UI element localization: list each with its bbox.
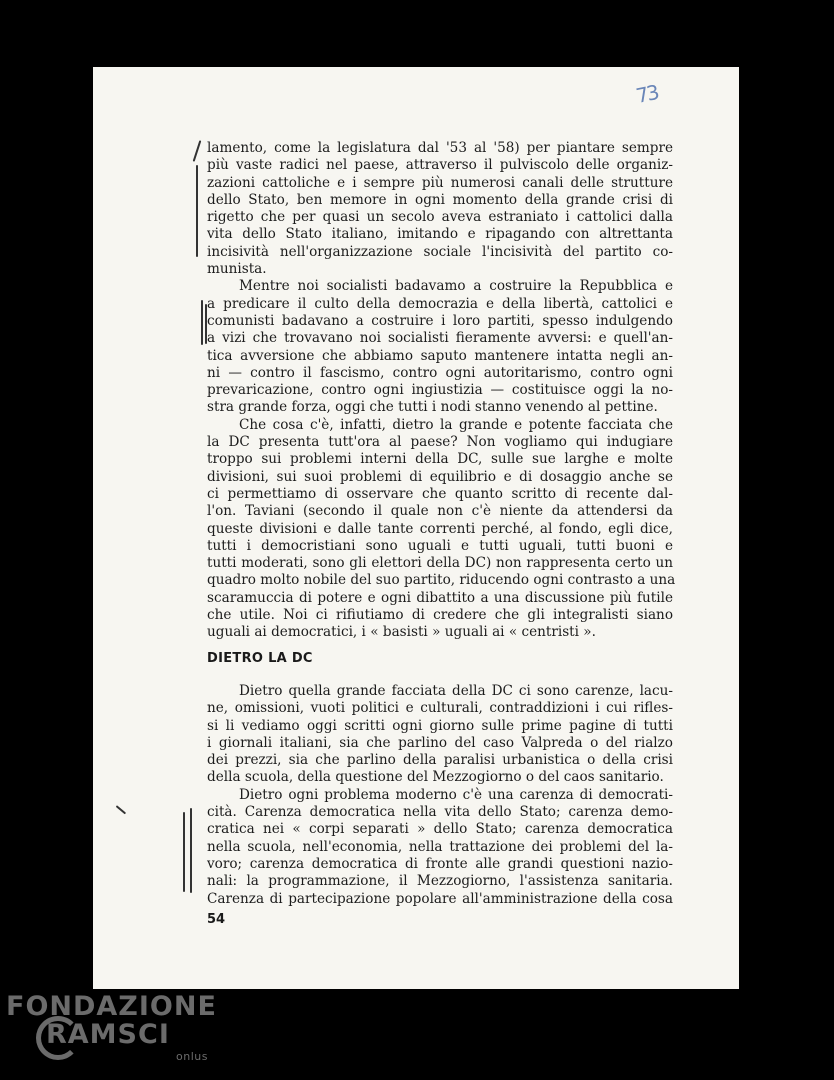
text-line: queste divisioni e dalle tante correnti perché, al fondo, egli dice, <box>207 520 673 537</box>
text-line: si li vediamo oggi scritti ogni giorno sulle prime pagine di tutti <box>207 717 673 734</box>
text-line: ni — contro il fascismo, contro ogni autoritarismo, contro ogni <box>207 364 673 381</box>
section-heading: DIETRO LA DC <box>207 651 313 666</box>
logo-text-line1: FONDAZIONE <box>6 991 217 1022</box>
text-line: stra grande forza, oggi che tutti i nodi stanno venendo al pettine. <box>207 399 658 416</box>
text-line: che utile. Noi ci rifiutiamo di credere che gli integralisti siano <box>207 607 673 624</box>
text-line: comunisti badavano a costruire i loro partiti, spesso indulgendo <box>207 312 673 329</box>
text-line: ne, omissioni, vuoti politici e culturali, contraddizioni i cui rifles- <box>207 700 673 717</box>
text-line: Dietro ogni problema moderno c'è una carenza di democrati- <box>239 786 673 803</box>
text-line: Mentre noi socialisti badavamo a costruire la Repubblica e <box>239 278 673 295</box>
text-line: lamento, come la legislatura dal '53 al '58) per piantare sempre <box>207 140 673 156</box>
text-line: ci permettiamo di osservare che quanto scritto di recente dal- <box>207 485 673 502</box>
pencil-margin-mark <box>190 808 192 893</box>
text-line: nella scuola, nell'economia, nella trattazione dei problemi del la- <box>207 838 673 855</box>
text-line: nali: la programmazione, il Mezzogiorno, l'assistenza sanitaria. <box>207 873 673 890</box>
text-line: più vaste radici nel paese, attraverso il pulviscolo delle organiz- <box>207 157 673 174</box>
paragraph <box>207 278 673 416</box>
handwritten-page-mark: 73 <box>633 80 660 108</box>
text-line: della scuola, della questione del Mezzogiorno o del caos sanitario. <box>207 769 664 786</box>
text-line: uguali ai democratici, i « basisti » uguali ai « centristi ». <box>207 624 596 641</box>
text-line: cità. Carenza democratica nella vita dello Stato; carenza demo- <box>207 804 673 821</box>
text-line: prevaricazione, contro ogni ingiustizia — costituisce oggi la no- <box>207 382 673 399</box>
text-line: munista. <box>207 261 267 278</box>
pencil-margin-mark <box>183 812 185 892</box>
text-line: dei prezzi, sia che parlino della paralisi urbanistica o della crisi <box>207 752 673 769</box>
fondazione-gramsci-logo <box>6 991 217 1063</box>
text-line: l'on. Taviani (secondo il quale non c'è niente da attendersi da <box>207 503 673 520</box>
text-line: rigetto che per quasi un secolo aveva estraniato i cattolici dalla <box>207 209 673 226</box>
text-line: Carenza di partecipazione popolare all'amministrazione della cosa <box>207 890 673 907</box>
text-line: voro; carenza democratica di fronte alle grandi questioni nazio- <box>207 855 673 872</box>
text-line: a vizi che trovavano noi socialisti fieramente avversi: e quell'an- <box>207 330 673 347</box>
pencil-margin-mark <box>201 300 203 345</box>
text-line: dello Stato, ben memore in ogni momento della grande crisi di <box>207 191 673 208</box>
text-line: Che cosa c'è, infatti, dietro la grande e potente facciata che <box>239 416 673 433</box>
text-line: i giornali italiani, sia che parlino del caso Valpreda o del rialzo <box>207 734 673 751</box>
text-line: divisioni, sui suoi problemi di equilibrio e di dosaggio anche se <box>207 468 673 485</box>
paragraph <box>207 683 673 787</box>
text-line: tutti moderati, sono gli elettori della DC) non rappresenta certo un <box>207 555 673 572</box>
paragraph <box>207 140 673 278</box>
text-line: incisività nell'organizzazione sociale l'incisività del partito co- <box>207 243 673 260</box>
logo-text-line2: RAMSCI <box>46 1019 170 1050</box>
text-line: la DC presenta tutt'ora al paese? Non vogliamo qui indugiare <box>207 434 673 451</box>
pencil-margin-mark <box>196 165 198 257</box>
text-line: tutti i democristiani sono uguali e tutti uguali, tutti buoni e <box>207 537 673 554</box>
text-line: troppo sui problemi interni della DC, sulle sue larghe e molte <box>207 451 673 468</box>
text-line: vita dello Stato italiano, imitando e ripagando con altrettanta <box>207 226 673 243</box>
text-line: zazioni cattoliche e i sempre più numerosi canali delle strutture <box>207 174 673 191</box>
text-line: cratica nei « corpi separati » dello Stato; carenza democratica <box>207 821 673 838</box>
text-line: a predicare il culto della democrazia e della libertà, cattolici e <box>207 295 673 312</box>
text-line: scaramuccia di potere e ogni dibattito a una discussione più futile <box>207 589 673 606</box>
paragraph <box>207 787 673 908</box>
paragraph <box>207 416 676 642</box>
page-number: 54 <box>207 912 226 927</box>
text-line: Dietro quella grande facciata della DC ci sono carenze, lacu- <box>239 683 673 699</box>
text-line: tica avversione che abbiamo saputo mantenere intatta negli an- <box>207 347 673 364</box>
body-text-top <box>207 140 676 642</box>
logo-onlus: onlus <box>176 1050 208 1063</box>
body-text-bottom <box>207 683 673 908</box>
text-line: quadro molto nobile del suo partito, riducendo ogni contrasto a una <box>207 572 676 589</box>
